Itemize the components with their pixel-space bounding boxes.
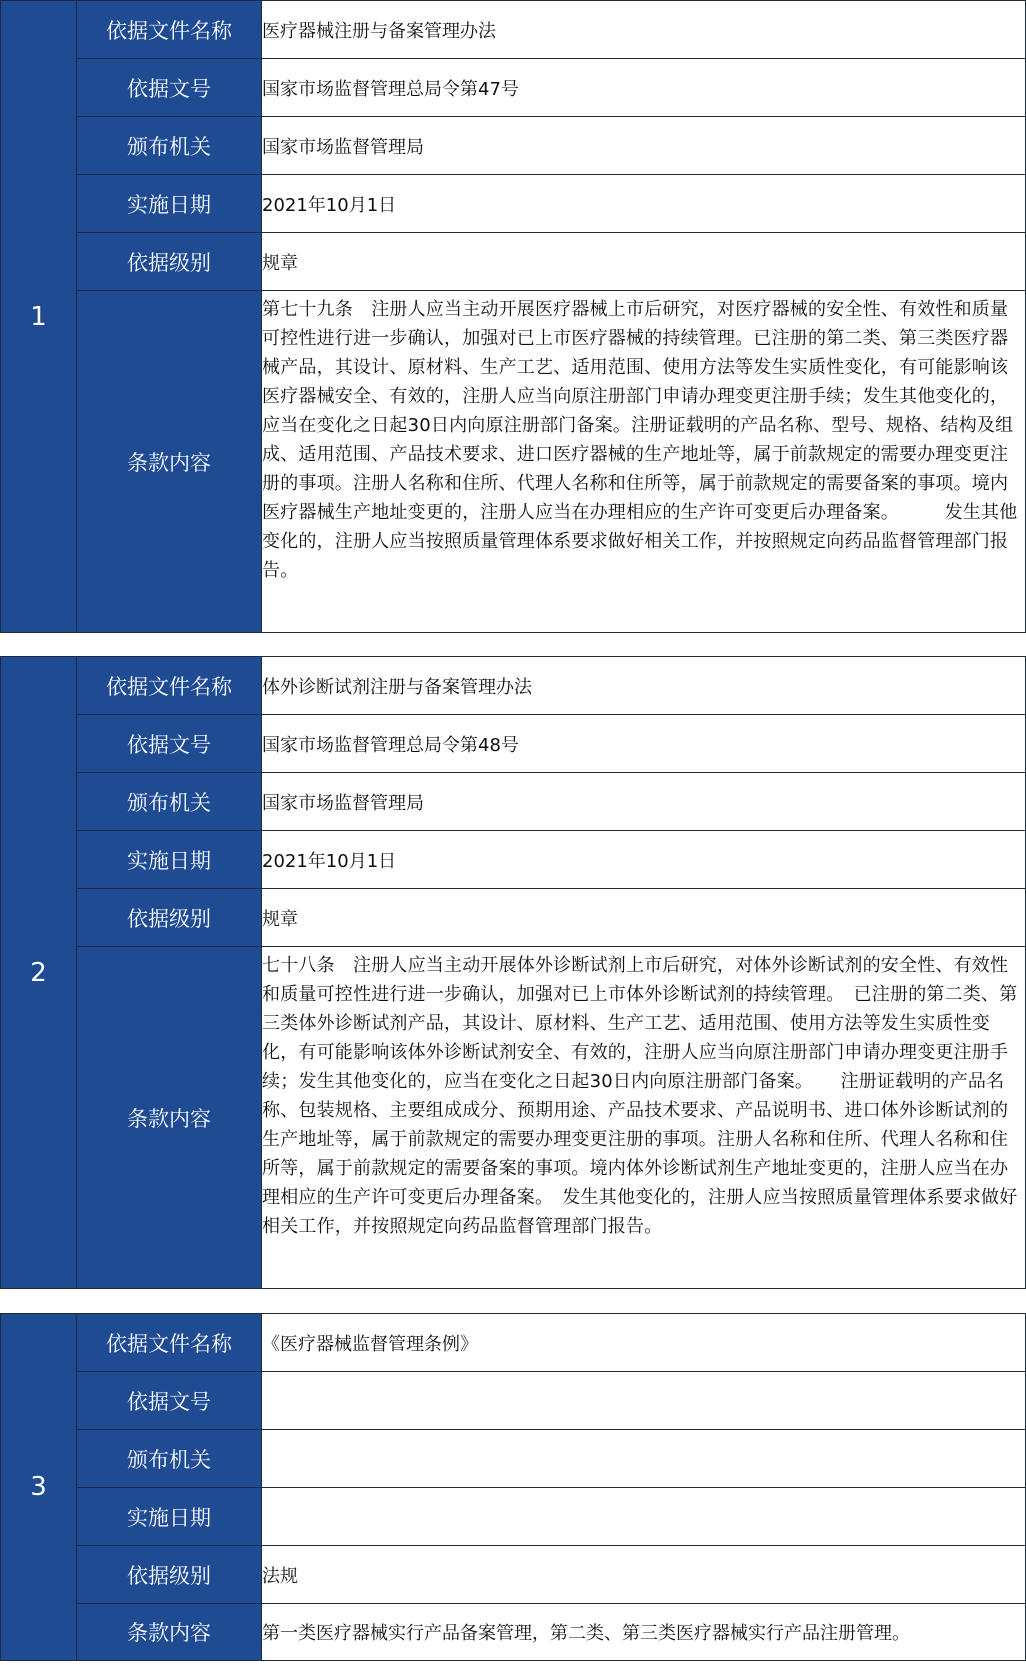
regulation-table-1 [0,0,1026,633]
row-effective-date [1,1488,1026,1546]
value-clause: 第一类医疗器械实行产品备案管理，第二类、第三类医疗器械实行产品注册管理。 [262,1604,1026,1661]
row-effective-date [1,831,1026,889]
row-issuer [1,1430,1026,1488]
label-doc-name: 依据文件名称 [77,1,262,59]
value-level: 规章 [262,889,1026,947]
label-doc-no: 依据文号 [77,59,262,117]
row-level [1,233,1026,291]
row-level [1,1546,1026,1604]
entry-number: 3 [1,1314,77,1661]
value-issuer [262,1430,1026,1488]
entry-number: 1 [1,1,77,633]
value-doc-no: 国家市场监督管理总局令第47号 [262,59,1026,117]
regulation-table-3 [0,1313,1026,1661]
row-doc-name [1,1,1026,59]
row-clause [1,1604,1026,1661]
label-effective-date: 实施日期 [77,831,262,889]
row-issuer [1,117,1026,175]
value-level: 法规 [262,1546,1026,1604]
value-effective-date: 2021年10月1日 [262,831,1026,889]
label-doc-no: 依据文号 [77,1372,262,1430]
value-clause: 七十八条 注册人应当主动开展体外诊断试剂上市后研究，对体外诊断试剂的安全性、有效性和质量可控性进行进一步确认，加强对已上市体外诊断试剂的持续管理。 已注册的第二类、第三类体外诊断试剂产品，其设计、原材料、生产工艺、适用范围、使用方法等发生实质性变化，有可能影响该体外诊断试剂安全、有效的，注册人应当向原注册部门申请办理变更注册手续；发生其他变化的，应当在变化之日起30日内向原注册部门备案。 注册证载明的产品名称、包装规格、主要组成成分、预期用途、产品技术要求、产品说明书、进口体外诊断试剂的生产地址等，属于前款规定的需要办理变更注册的事项。注册人名称和住所、代理人名称和住所等，属于前款规定的需要备案的事项。境内体外诊断试剂生产地址变更的，注册人应当在办理相应的生产许可变更后办理备案。 发生其他变化的，注册人应当按照质量管理体系要求做好相关工作，并按照规定向药品监督管理部门报告。 [262,947,1026,1289]
label-doc-no: 依据文号 [77,715,262,773]
value-effective-date [262,1488,1026,1546]
label-issuer: 颁布机关 [77,117,262,175]
label-issuer: 颁布机关 [77,1430,262,1488]
row-effective-date [1,175,1026,233]
value-issuer: 国家市场监督管理局 [262,773,1026,831]
row-doc-no [1,715,1026,773]
value-doc-no: 国家市场监督管理总局令第48号 [262,715,1026,773]
label-doc-name: 依据文件名称 [77,1314,262,1372]
row-issuer [1,773,1026,831]
label-level: 依据级别 [77,233,262,291]
row-doc-name [1,657,1026,715]
value-doc-no [262,1372,1026,1430]
label-clause: 条款内容 [77,291,262,633]
value-level: 规章 [262,233,1026,291]
value-effective-date: 2021年10月1日 [262,175,1026,233]
label-clause: 条款内容 [77,947,262,1289]
entry-number: 2 [1,657,77,1289]
row-doc-name [1,1314,1026,1372]
value-doc-name: 医疗器械注册与备案管理办法 [262,1,1026,59]
label-level: 依据级别 [77,889,262,947]
row-clause [1,947,1026,1289]
label-issuer: 颁布机关 [77,773,262,831]
value-issuer: 国家市场监督管理局 [262,117,1026,175]
label-doc-name: 依据文件名称 [77,657,262,715]
regulation-table-2 [0,656,1026,1289]
value-doc-name: 《医疗器械监督管理条例》 [262,1314,1026,1372]
row-doc-no [1,1372,1026,1430]
label-clause: 条款内容 [77,1604,262,1661]
label-effective-date: 实施日期 [77,1488,262,1546]
row-clause [1,291,1026,633]
label-level: 依据级别 [77,1546,262,1604]
row-level [1,889,1026,947]
label-effective-date: 实施日期 [77,175,262,233]
value-doc-name: 体外诊断试剂注册与备案管理办法 [262,657,1026,715]
row-doc-no [1,59,1026,117]
value-clause: 第七十九条 注册人应当主动开展医疗器械上市后研究，对医疗器械的安全性、有效性和质量可控性进行进一步确认，加强对已上市医疗器械的持续管理。已注册的第二类、第三类医疗器械产品，其设计、原材料、生产工艺、适用范围、使用方法等发生实质性变化，有可能影响该医疗器械安全、有效的，注册人应当向原注册部门申请办理变更注册手续；发生其他变化的，应当在变化之日起30日内向原注册部门备案。注册证载明的产品名称、型号、规格、结构及组成、适用范围、产品技术要求、进口医疗器械的生产地址等，属于前款规定的需要办理变更注册的事项。注册人名称和住所、代理人名称和住所等，属于前款规定的需要备案的事项。境内医疗器械生产地址变更的，注册人应当在办理相应的生产许可变更后办理备案。 发生其他变化的，注册人应当按照质量管理体系要求做好相关工作，并按照规定向药品监督管理部门报告。 [262,291,1026,633]
